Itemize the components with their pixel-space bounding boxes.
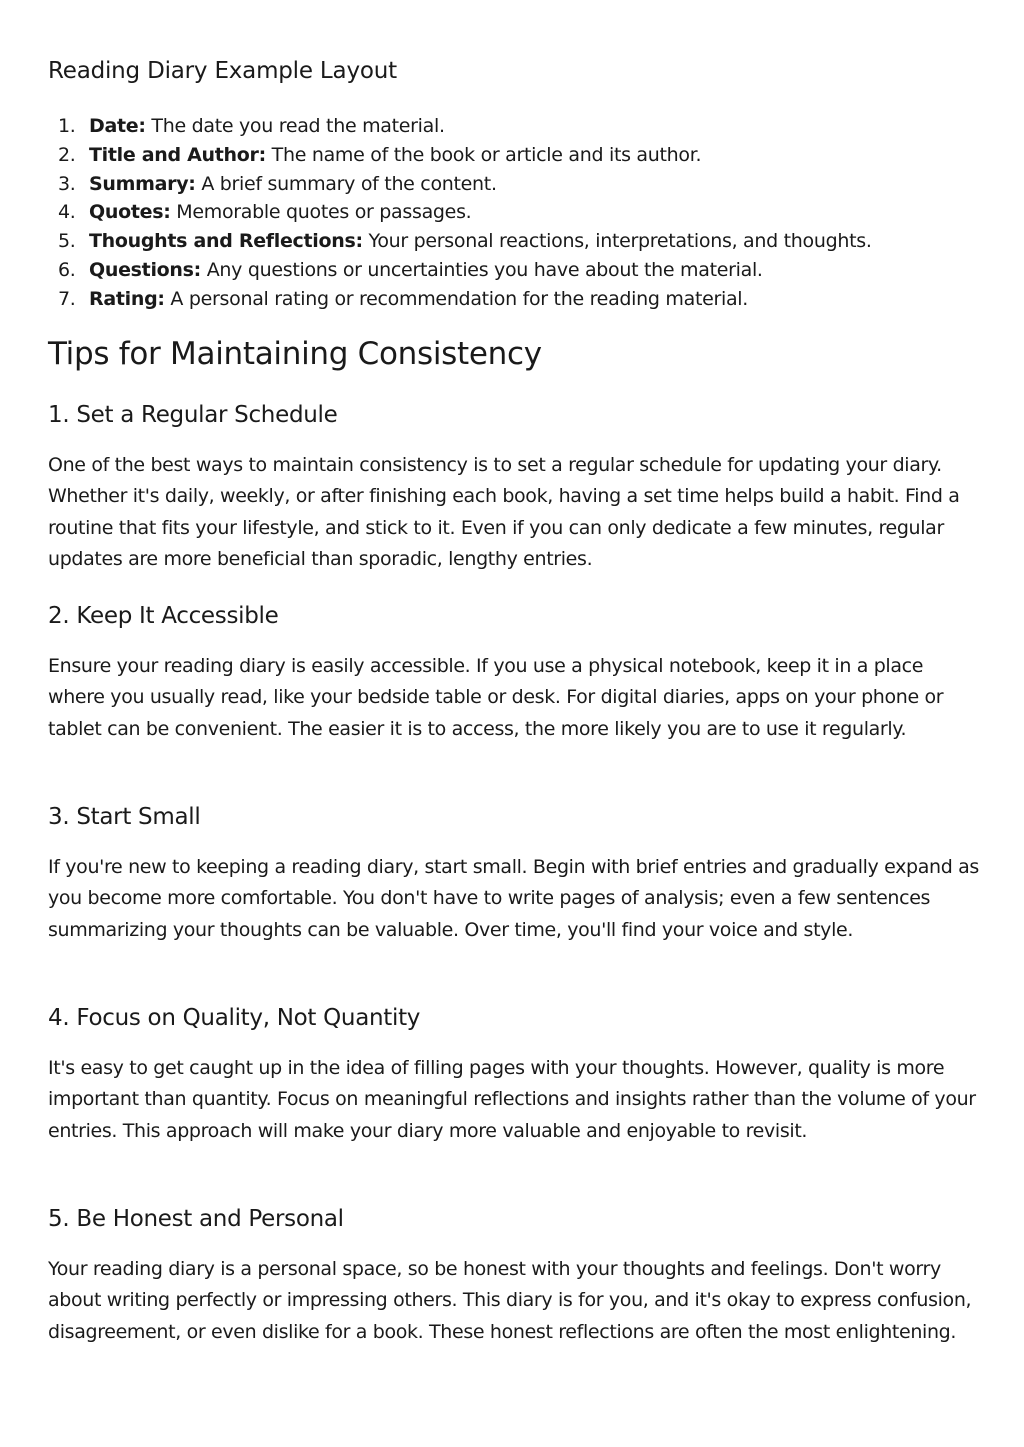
list-number: 6. [58,258,76,281]
list-description: Memorable quotes or passages. [170,201,472,224]
section-paragraph: It's easy to get caught up in the idea of filling pages with your thoughts. However, quality is more important than quantity. Focus on meaningful reflections and insights rather than the volume of your entries. This approach will make your diary more valuable and enjoyable to revisit. [48,1057,976,1142]
tips-heading: Tips for Maintaining Consistency [48,336,542,372]
list-number: 3. [58,172,76,195]
list-item [48,198,872,227]
list-description: The name of the book or article and its author. [265,143,702,166]
list-description: Any questions or uncertainties you have about the material. [200,258,763,281]
section-paragraph: If you're new to keeping a reading diary, start small. Begin with brief entries and gradually expand as you become more comfortable. You don't have to write pages of analysis; even a few sentences summarizing your thoughts can be valuable. Over time, you'll find your voice and style. [48,856,979,941]
list-description: A brief summary of the content. [195,172,497,195]
list-number: 2. [58,143,76,166]
list-term: Summary: [89,172,196,195]
list-term: Questions: [89,258,201,281]
list-number: 7. [58,287,76,310]
list-term: Quotes: [89,201,171,224]
layout-list [48,112,872,314]
list-term: Rating: [89,287,165,310]
section-heading: 1. Set a Regular Schedule [48,402,338,428]
section-paragraph: Ensure your reading diary is easily accessible. If you use a physical notebook, keep it in a place where you usually read, like your bedside table or desk. For digital diaries, apps on your phone or tablet can be convenient. The easier it is to access, the more likely you are to use it regularly. [48,655,944,740]
list-item [48,256,872,285]
tip-section-schedule [48,400,983,576]
list-item [48,285,872,314]
section-heading: 3. Start Small [48,804,201,830]
list-number: 4. [58,201,76,224]
section-heading: 4. Focus on Quality, Not Quantity [48,1005,421,1031]
tip-section-accessible [48,601,983,745]
list-item [48,112,872,141]
list-term: Title and Author: [89,143,266,166]
list-item [48,227,872,256]
list-item [48,170,872,199]
section-heading: 5. Be Honest and Personal [48,1206,344,1232]
section-heading: 2. Keep It Accessible [48,603,279,629]
list-number: 1. [58,115,76,137]
section-paragraph: One of the best ways to maintain consistency is to set a regular schedule for updating your diary. Whether it's daily, weekly, or after finishing each book, having a set time helps build a habit. Find a routine that fits your lifestyle, and stick to it. Even if you can only dedicate a few minutes, regular updates are more beneficial than sporadic, lengthy entries. [48,454,960,571]
tip-section-start-small [48,802,983,946]
tip-section-quality [48,1003,983,1147]
list-term: Date: [89,115,146,137]
list-description: A personal rating or recommendation for the reading material. [164,287,749,310]
section-paragraph: Your reading diary is a personal space, so be honest with your thoughts and feelings. Don't worry about writing perfectly or impressing others. This diary is for you, and it's okay to express confusion, disagreement, or even dislike for a book. These honest reflections are often the most enlightening. [48,1258,972,1343]
list-number: 5. [58,230,76,253]
list-description: Your personal reactions, interpretations, and thoughts. [362,230,872,253]
tip-section-honest [48,1204,983,1348]
layout-heading: Reading Diary Example Layout [48,58,397,84]
list-term: Thoughts and Reflections: [89,230,363,253]
list-item [48,141,872,170]
list-description: The date you read the material. [145,115,445,137]
